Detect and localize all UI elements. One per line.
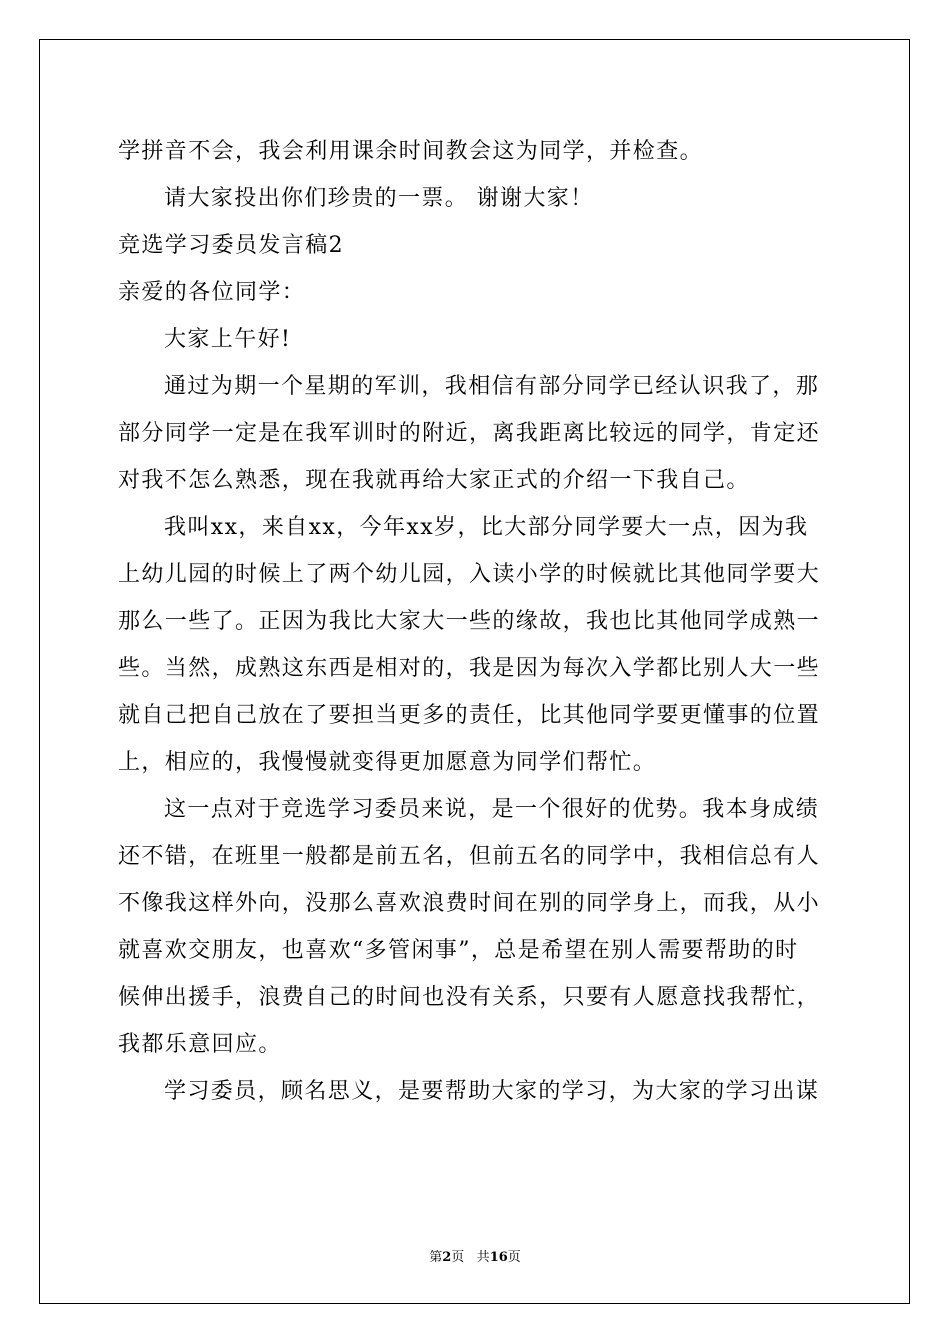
text-line: 竞选学习委员发言稿2 [118,233,344,258]
footer-page-number: 2 [442,1250,452,1265]
text-line: 大家上午好! [164,327,292,352]
text-line: 上幼儿园的时候上了两个幼儿园，入读小学的时候就比其他同学要大 [118,562,821,587]
text-line: 部分同学一定是在我军训时的附近，离我距离比较远的同学，肯定还 [118,421,821,446]
text-line: 我叫xx，来自xx，今年xx岁，比大部分同学要大一点，因为我 [164,515,809,540]
text-line: 就喜欢交朋友，也喜欢“多管闲事”，总是希望在别人需要帮助的时 [118,938,799,963]
page-footer [0,1246,950,1265]
text-line: 就自己把自己放在了要担当更多的责任，比其他同学要更懂事的位置 [118,703,821,728]
footer-page-suffix: 页 [451,1250,465,1265]
text-line: 亲爱的各位同学： [118,280,306,305]
text-line: 不像我这样外向，没那么喜欢浪费时间在别的同学身上，而我，从小 [118,891,821,916]
text-line: 还不错，在班里一般都是前五名，但前五名的同学中，我相信总有人 [118,844,821,869]
footer-total-pages: 16 [489,1250,508,1265]
text-line: 学习委员，顾名思义，是要帮助大家的学习，为大家的学习出谋 [164,1079,820,1104]
footer-total-prefix: 共 [476,1250,490,1265]
text-line: 通过为期一个星期的军训，我相信有部分同学已经认识我了，那 [164,374,820,399]
footer-page-prefix: 第 [429,1250,443,1265]
text-line: 我都乐意回应。 [118,1032,282,1057]
document-body [118,128,834,1115]
text-line: 候伸出援手，浪费自己的时间也没有关系，只要有人愿意找我帮忙， [118,985,821,1010]
text-line: 对我不怎么熟悉，现在我就再给大家正式的介绍一下我自己。 [118,468,750,493]
text-line: 这一点对于竞选学习委员来说，是一个很好的优势。我本身成绩 [164,797,820,822]
text-line: 学拼音不会，我会利用课余时间教会这为同学，并检查。 [118,139,704,164]
text-line: 请大家投出你们珍贵的一票。 谢谢大家！ [164,186,594,211]
text-line: 那么一些了。正因为我比大家大一些的缘故，我也比其他同学成熟一 [118,609,821,634]
text-line: 些。当然，成熟这东西是相对的，我是因为每次入学都比别人大一些 [118,656,821,681]
footer-total-suffix: 页 [507,1250,521,1265]
text-line: 上，相应的，我慢慢就变得更加愿意为同学们帮忙。 [118,750,657,775]
